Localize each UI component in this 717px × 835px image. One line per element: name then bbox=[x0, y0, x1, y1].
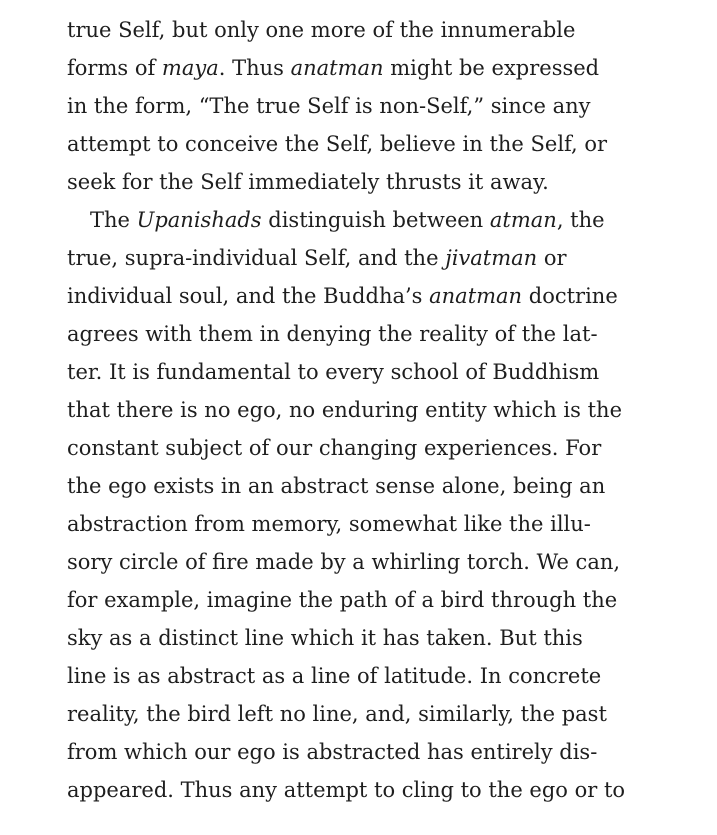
text-line bbox=[67, 163, 627, 201]
text-line bbox=[67, 87, 627, 125]
text-run: sory circle of fire made by a whirling torch. We can, bbox=[67, 550, 621, 574]
text-line bbox=[67, 619, 627, 657]
text-run: appeared. Thus any attempt to cling to the ego or to bbox=[67, 778, 626, 802]
text-line bbox=[67, 429, 627, 467]
text-line bbox=[67, 657, 627, 695]
text-run: forms of bbox=[67, 56, 162, 80]
text-run: attempt to conceive the Self, believe in the Self, or bbox=[67, 132, 608, 156]
text-line bbox=[67, 695, 627, 733]
text-run: The bbox=[90, 208, 137, 232]
text-run: distinguish between bbox=[261, 208, 490, 232]
text-run: true Self, but only one more of the innumerable bbox=[67, 18, 576, 42]
text-line bbox=[67, 467, 627, 505]
text-run: from which our ego is abstracted has entirely dis- bbox=[67, 740, 598, 764]
book-page bbox=[67, 11, 627, 809]
text-line bbox=[67, 391, 627, 429]
text-run: , the bbox=[556, 208, 605, 232]
text-run: constant subject of our changing experiences. For bbox=[67, 436, 602, 460]
text-line bbox=[67, 315, 627, 353]
text-run: in the form, “The true Self is non-Self,” since any bbox=[67, 94, 591, 118]
text-line bbox=[67, 353, 627, 391]
text-run: for example, imagine the path of a bird through the bbox=[67, 588, 618, 612]
text-line bbox=[67, 771, 627, 809]
text-line bbox=[67, 581, 627, 619]
text-run: individual soul, and the Buddha’s bbox=[67, 284, 430, 308]
italic-term: atman bbox=[489, 208, 557, 232]
text-run: or bbox=[537, 246, 567, 270]
italic-term: jivatman bbox=[445, 246, 538, 270]
body-text bbox=[67, 11, 627, 809]
text-run: line is as abstract as a line of latitude. In concrete bbox=[67, 664, 602, 688]
italic-term: anatman bbox=[429, 284, 523, 308]
text-run: abstraction from memory, somewhat like the illu- bbox=[67, 512, 591, 536]
text-line bbox=[67, 49, 627, 87]
italic-term: Upanishads bbox=[136, 208, 262, 232]
text-run: ter. It is fundamental to every school of Buddhism bbox=[67, 360, 600, 384]
text-run: the ego exists in an abstract sense alone, being an bbox=[67, 474, 606, 498]
text-line bbox=[67, 733, 627, 771]
text-run: sky as a distinct line which it has taken. But this bbox=[67, 626, 583, 650]
text-line bbox=[67, 125, 627, 163]
text-run: agrees with them in denying the reality of the lat- bbox=[67, 322, 598, 346]
text-run: might be expressed bbox=[383, 56, 600, 80]
text-run: seek for the Self immediately thrusts it away. bbox=[67, 170, 549, 194]
italic-term: anatman bbox=[290, 56, 384, 80]
text-run: that there is no ego, no enduring entity which is the bbox=[67, 398, 622, 422]
text-line bbox=[67, 239, 627, 277]
text-line bbox=[67, 505, 627, 543]
text-run: reality, the bird left no line, and, similarly, the past bbox=[67, 702, 607, 726]
text-run: doctrine bbox=[522, 284, 618, 308]
text-run: true, supra-individual Self, and the bbox=[67, 246, 446, 270]
text-line bbox=[67, 11, 627, 49]
text-line bbox=[67, 277, 627, 315]
text-line bbox=[67, 543, 627, 581]
paragraph-first-line bbox=[67, 201, 627, 239]
text-run: . Thus bbox=[218, 56, 291, 80]
italic-term: maya bbox=[161, 56, 219, 80]
